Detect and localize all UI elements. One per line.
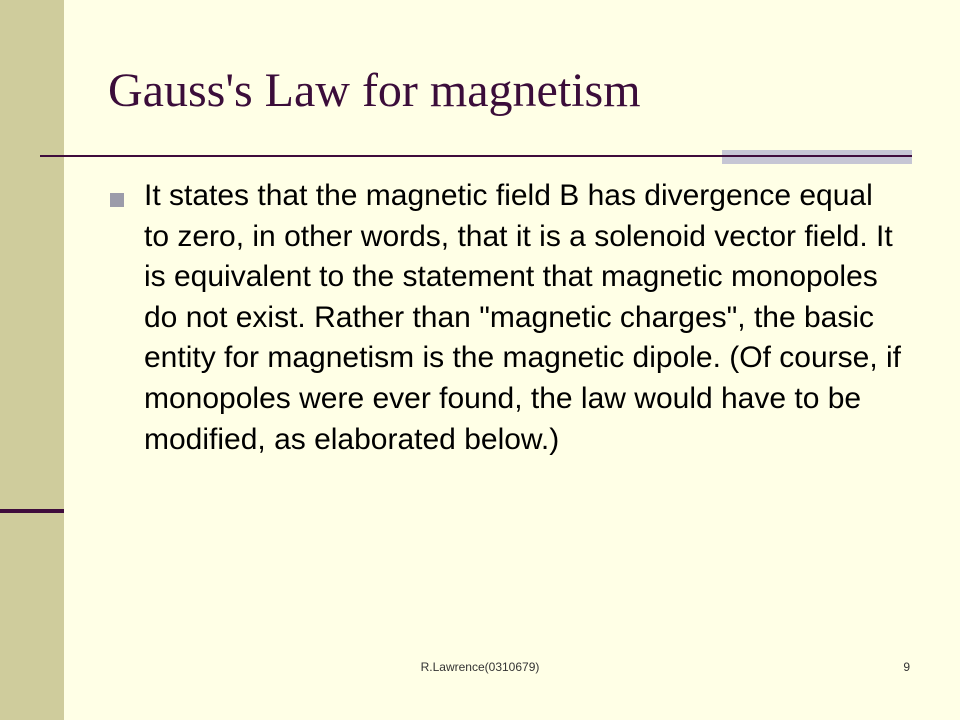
bullet-text: It states that the magnetic field B has divergence equal to zero, in other words, that it is a solenoid vector field. It is equivalent to the statement that magnetic monopoles do not exist. Rather than "magnetic charges", the basic entity for magnetism is the magnetic dipole. (Of course, if monopoles were ever found, the law would have to be modified, as elaborated below.)	[144, 179, 901, 456]
left-decorative-band	[0, 0, 64, 720]
bullet-square-icon	[110, 193, 124, 207]
title-divider-accent-line	[722, 155, 912, 157]
footer-page-number: 9	[903, 660, 910, 674]
title-divider-accent-bar	[722, 150, 912, 164]
left-accent-line	[0, 509, 64, 513]
footer-author: R.Lawrence(0310679)	[420, 660, 540, 674]
slide-title: Gauss's Law for magnetism	[108, 64, 641, 117]
